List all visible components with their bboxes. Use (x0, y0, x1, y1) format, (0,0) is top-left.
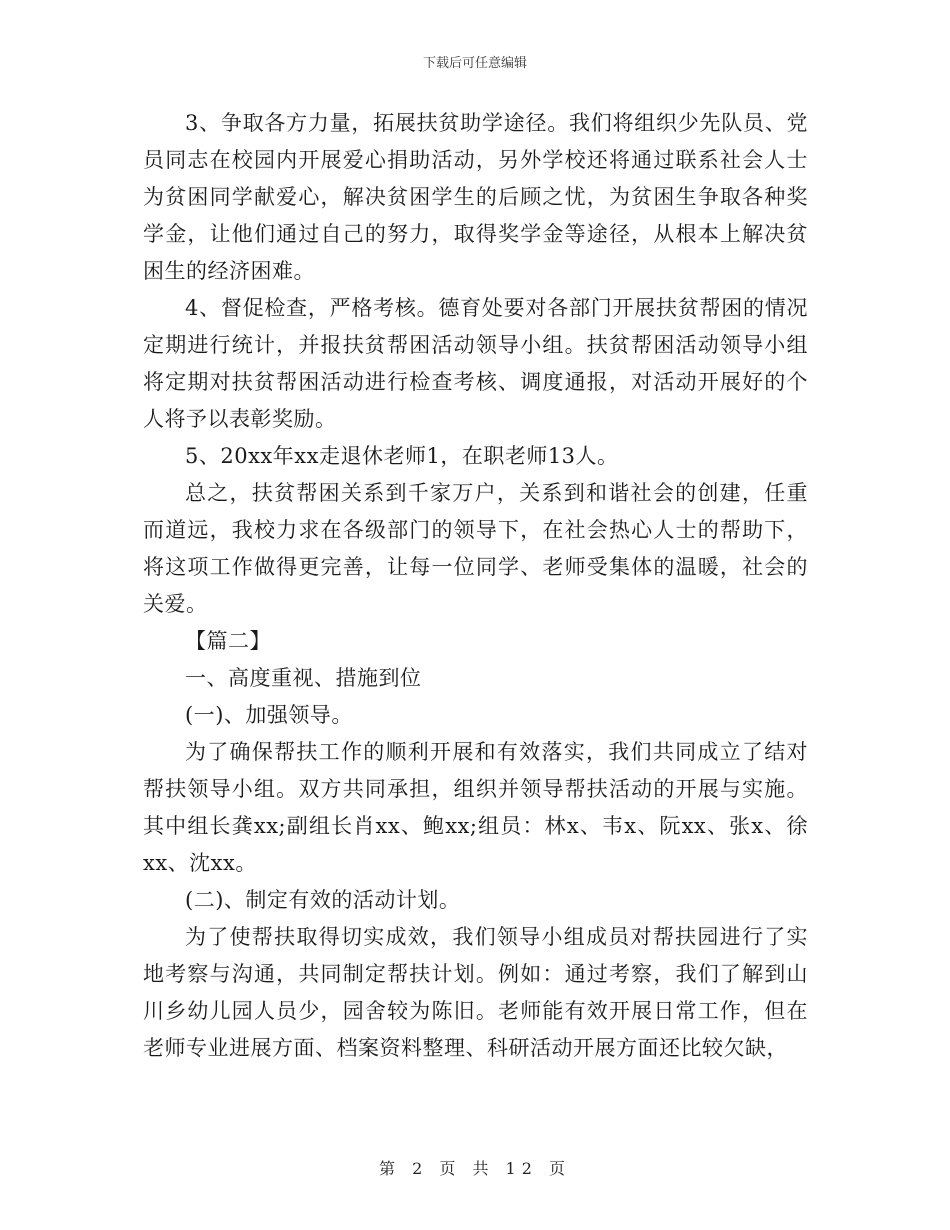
paragraph-item-3: 3、争取各方力量，拓展扶贫助学途径。我们将组织少先队员、党员同志在校园内开展爱心捐助活动，另外学校还将通过联系社会人士为贫困同学献爱心，解决贫困学生的后顾之忧，为贫困生争取各种奖学金，让他们通过自己的努力，取得奖学金等途径，从根本上解决贫困生的经济困难。 (143, 111, 808, 283)
heading-level-2-plan: (二)、制定有效的活动计划。 (185, 888, 461, 912)
section-title-part-two: 【篇二】 (185, 629, 271, 653)
paragraph-plan: 为了使帮扶取得切实成效，我们领导小组成员对帮扶园进行了实地考察与沟通，共同制定帮扶计划。例如：通过考察，我们了解到山川乡幼儿园人员少，园舍较为陈旧。老师能有效开展日常工作，但在老师专业进展方面、档案资料整理、科研活动开展方面还比较欠缺， (143, 925, 808, 1060)
heading-level-1: 一、高度重视、措施到位 (185, 666, 422, 690)
document-body (143, 105, 808, 1067)
heading-level-2-leadership: (一)、加强领导。 (185, 703, 353, 727)
paragraph-leadership-group: 为了确保帮扶工作的顺利开展和有效落实，我们共同成立了结对帮扶领导小组。双方共同承担，组织并领导帮扶活动的开展与实施。其中组长龚xx;副组长肖xx、鲍xx;组员：林x、韦x、阮xx、张x、徐xx、沈xx。 (143, 740, 808, 875)
paragraph-conclusion: 总之，扶贫帮困关系到千家万户，关系到和谐社会的创建，任重而道远，我校力求在各级部门的领导下，在社会热心人士的帮助下，将这项工作做得更完善，让每一位同学、老师受集体的温暖，社会的关爱。 (143, 481, 808, 616)
page-number: 第 2 页 共 12 页 (379, 1159, 571, 1178)
paragraph-item-5: 5、20xx年xx走退休老师1，在职老师13人。 (185, 444, 619, 468)
paragraph-item-4: 4、督促检查，严格考核。德育处要对各部门开展扶贫帮困的情况定期进行统计，并报扶贫帮困活动领导小组。扶贫帮困活动领导小组将定期对扶贫帮困活动进行检查考核、调度通报，对活动开展好的个人将予以表彰奖励。 (143, 296, 808, 431)
page-header: 下载后可任意编辑 (422, 56, 527, 71)
